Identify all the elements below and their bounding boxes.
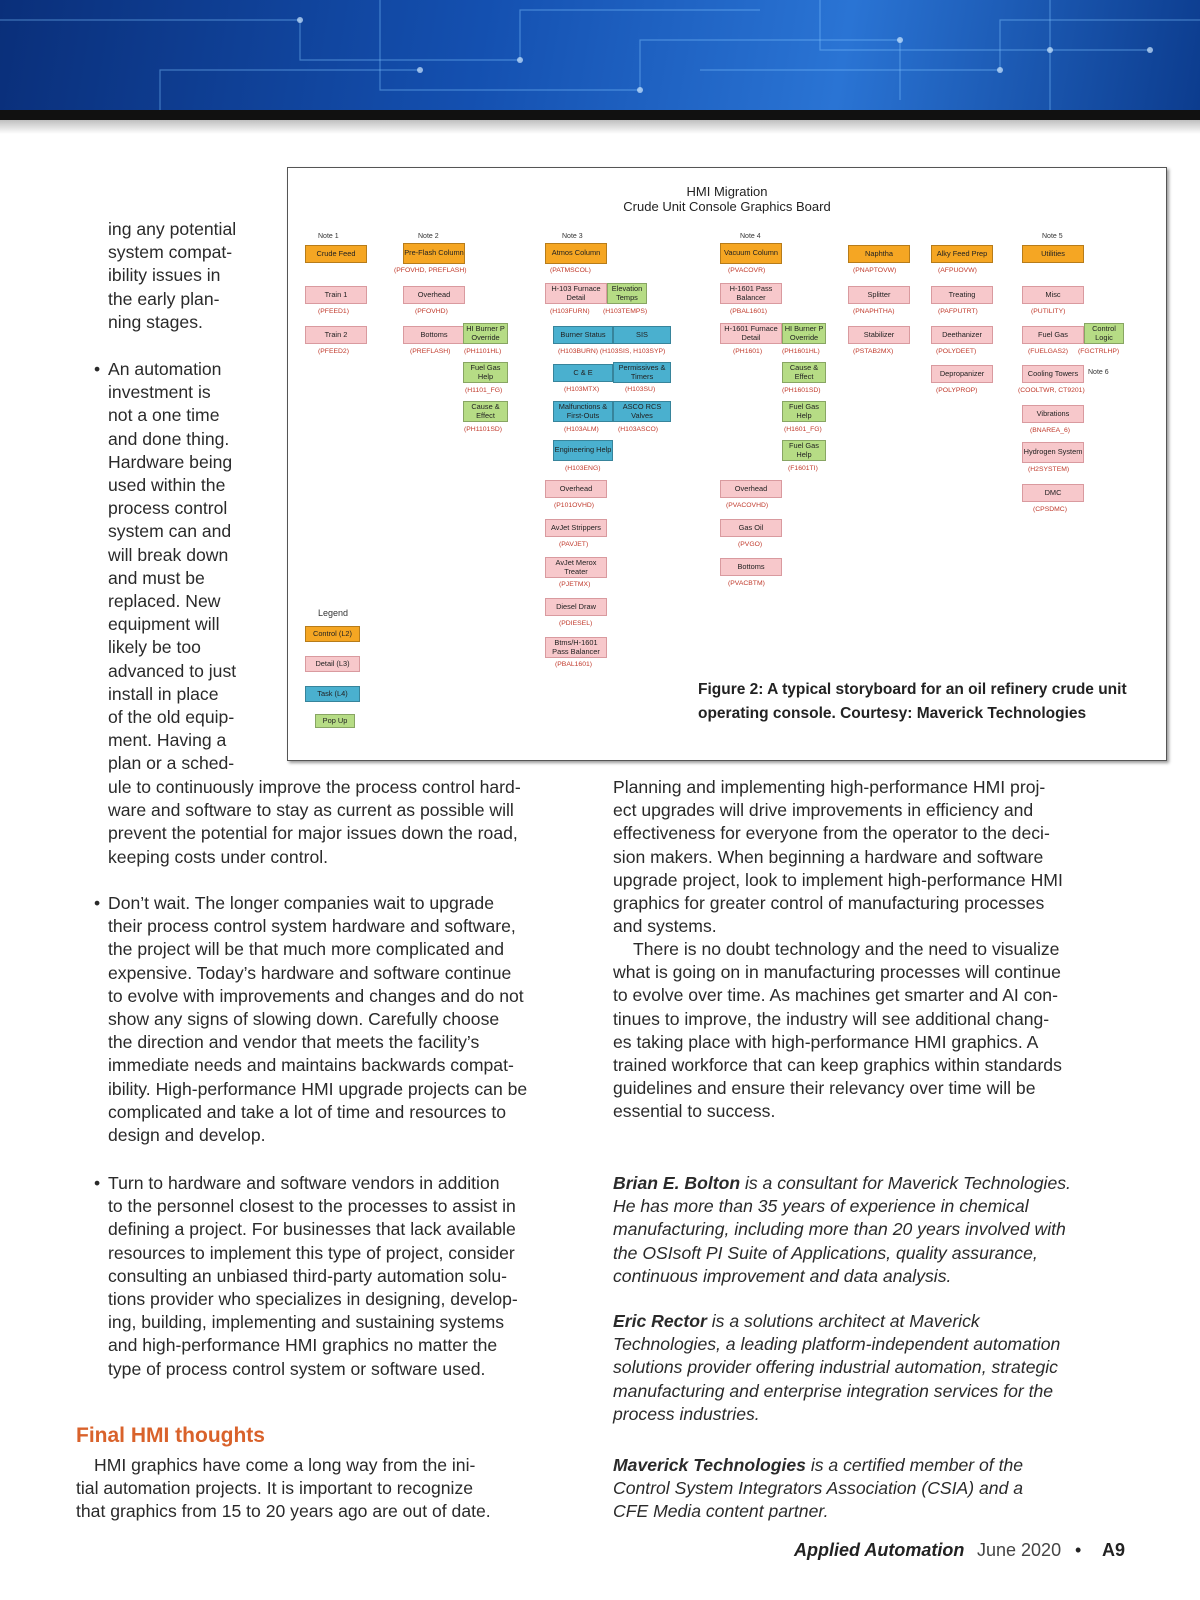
box-naphtha: Naphtha (848, 245, 910, 263)
tag-bnarea: (BNAREA_6) (1030, 427, 1071, 434)
tag-h103temps: (H103TEMPS) (603, 308, 648, 315)
tag-polyprop: (POLYPROP) (936, 387, 978, 394)
box-vibrations: Vibrations (1022, 405, 1084, 423)
footer-date: June 2020 (977, 1540, 1062, 1560)
box-atmos-column: Atmos Column (545, 243, 607, 264)
tag-pnaptovw: (PNAPTOVW) (853, 267, 897, 274)
note-2: Note 2 (418, 233, 439, 240)
note-6: Note 6 (1088, 369, 1109, 376)
legend-detail: Detail (L3) (305, 656, 360, 672)
figure-caption: Figure 2: A typical storyboard for an oil refinery crude unit operating console. Courtesy: Maverick Technologies (698, 681, 1127, 722)
bio-name: Eric Rector (613, 1311, 707, 1331)
tag-fuelgas2: (FUELGAS2) (1028, 348, 1069, 355)
note-1: Note 1 (318, 233, 339, 240)
box-splitter: Splitter (848, 286, 910, 304)
box-sis: SIS (613, 326, 671, 344)
box-stabilizer: Stabilizer (848, 326, 910, 344)
box-control-logic: Control Logic (1084, 323, 1124, 344)
tag-cpsdmc: (CPSDMC) (1033, 506, 1067, 513)
box-fuel-gas-help-1: Fuel Gas Help (463, 362, 508, 383)
right-para-1: Planning and implementing high-performance HMI proj- ect upgrades will drive improvements in efficiency and effectiveness for everyone from the operator to the deci- sion makers. When beginning a hardware and software upgrade project, look to implement high-performance HMI graphics for greater control of manufacturing processes and systems. (613, 777, 1063, 937)
legend-task: Task (L4) (305, 686, 360, 702)
box-c-and-e: C & E (553, 364, 613, 382)
box-pf-overhead: Overhead (403, 286, 465, 304)
tag-pvacbtm: (PVACBTM) (728, 580, 765, 587)
box-fuel-gas-help-2: Fuel Gas Help (782, 401, 826, 422)
tag-pavjet: (PAVJET) (559, 541, 589, 548)
box-train-2: Train 2 (305, 326, 367, 344)
bullet-automation-investment: • An automation investment is not a one time and done thing. Hardware being used within the process control system can and will break down and must be replaced. New equipment will likely be too advanced to just install in place of the old equip- ment. Having a plan or a sched- (94, 359, 237, 774)
box-gas-oil: Gas Oil (720, 519, 782, 537)
box-alky-feed-prep: Alky Feed Prep (931, 245, 993, 263)
box-preflash-column: Pre-Flash Column (403, 243, 465, 264)
note-3: Note 3 (562, 233, 583, 240)
tag-afpuovw: (AFPUOVW) (938, 267, 977, 274)
bio-eric-rector: Eric Rector is a solutions architect at Maverick Technologies, a leading platform-independent automation solutions provider offering industrial automation, strategic manufacturing and enterprise integration services for the process industries. (613, 1311, 1061, 1424)
box-misc: Misc (1022, 286, 1084, 304)
header-banner (0, 0, 1200, 110)
tag-h103burn: (H103BURN) (H103SIS, H103SYP) (558, 348, 666, 355)
storyboard-figure (287, 167, 1167, 761)
tag-h103mtx: (H103MTX) (564, 386, 600, 393)
banner-divider (0, 110, 1200, 120)
tag-pvacovhd: (PVACOVHD) (726, 502, 769, 509)
box-train-1: Train 1 (305, 286, 367, 304)
tag-pfeed1: (PFEED1) (318, 308, 349, 315)
box-fuel-gas: Fuel Gas (1022, 326, 1084, 344)
section-heading-final-hmi: Final HMI thoughts (76, 1424, 265, 1447)
legend-control: Control (L2) (305, 626, 360, 642)
tag-h103asco: (H103ASCO) (618, 426, 659, 433)
final-thoughts-text: HMI graphics have come a long way from the ini- tial automation projects. It is important to recognize that graphics from 15 to 20 years ago are out of date. (76, 1455, 491, 1522)
tag-ph1101sd: (PH1101SD) (464, 426, 503, 433)
tag-pjetmx: (PJETMX) (559, 581, 591, 588)
left-intro-text: ing any potential system compat- ibility issues in the early plan- ning stages. (108, 219, 237, 332)
tag-pdiesel: (PDIESEL) (559, 620, 593, 627)
bio-maverick: Maverick Technologies is a certified member of the Control System Integrators Association (CSIA) and a CFE Media content partner. (613, 1455, 1024, 1522)
box-elevation-temps: Elevation Temps (607, 283, 647, 304)
figure-title-line1: HMI Migration (686, 184, 768, 199)
box-burner-status: Burner Status (553, 326, 613, 344)
bullet-automation-continued: ule to continuously improve the process control hard- ware and software to stay as current as possible will prevent the potential for major issues down the road, keeping costs under control. (108, 777, 521, 867)
bullet-icon: • (94, 359, 101, 379)
box-diesel-draw: Diesel Draw (545, 598, 607, 616)
box-h1601-pass-balancer: H-1601 Pass Balancer (720, 283, 782, 304)
tag-ph1601sd: (PH1601SD) (782, 387, 821, 394)
box-fuel-gas-help-3: Fuel Gas Help (782, 440, 826, 461)
box-vacuum-column: Vacuum Column (720, 243, 782, 264)
box-pf-bottoms: Bottoms (403, 326, 465, 344)
box-engineering-help: Engineering Help (553, 440, 613, 461)
right-para-2: There is no doubt technology and the need to visualize what is going on in manufacturing processes will continue to evolve over time. As machines get smarter and AI con- tinues to improve, the industry will see additional chang- es taking place with high-performance HMI graphics. A trained workforce that can keep graphics within standards guidelines and ensure their relevancy over time will be essential to success. (613, 939, 1062, 1122)
box-crude-feed: Crude Feed (305, 245, 367, 263)
tag-f1601ti: (F1601TI) (788, 465, 818, 472)
tag-pfovhd-preflash: (PFOVHD, PREFLASH) (394, 267, 467, 274)
tag-pbal1601: (PBAL1601) (555, 661, 593, 668)
bullet-vendors: • Turn to hardware and software vendors in addition to the personnel closest to the processes to assist in defining a project. For businesses that lack available resources to implement this type of project, consider consulting an unbiased third-party automation solu- tions provider who specializes in designing, develop- ing, building, implementing and sustaining systems and high-performance HMI graphics no matter the type of process control system or software used. (94, 1173, 518, 1379)
box-avjet-merox: AvJet Merox Treater (545, 557, 607, 578)
footer-publication: Applied Automation (794, 1540, 965, 1560)
box-btms-pass-balancer: Btms/H-1601 Pass Balancer (545, 637, 607, 658)
tag-preflash: (PREFLASH) (410, 348, 451, 355)
bullet-dont-wait: • Don’t wait. The longer companies wait to upgrade their process control system hardware and software, the project will be that much more complicated and expensive. Today’s hardware and software continue to evolve with improvements and changes and do not show any signs of slowing down. Carefully choose the direction and vendor that meets the facility’s immediate needs and maintains backwards compat- ibility. High-performance HMI upgrade projects can be complicated and take a lot of time and resources to design and develop. (94, 893, 528, 1146)
legend-popup: Pop Up (315, 714, 355, 728)
box-hi-burner-2: HI Burner P Override (782, 323, 826, 344)
tag-h103su: (H103SU) (625, 386, 656, 393)
box-atmos-overhead: Overhead (545, 480, 607, 498)
tag-h1601-fg: (H1601_FG) (784, 426, 822, 433)
tag-pbal1601-b: (PBAL1601) (730, 308, 768, 315)
bullet-icon: • (94, 1173, 101, 1193)
tag-h2system: (H2SYSTEM) (1028, 466, 1070, 473)
tag-patmscol: (PATMSCOL) (550, 267, 591, 274)
tag-polydeet: (POLYDEET) (936, 348, 977, 355)
tag-fgctrlhp: (FGCTRLHP) (1078, 348, 1120, 355)
box-cause-effect-1: Cause & Effect (463, 401, 508, 422)
footer-separator: • (1075, 1540, 1082, 1560)
bullet-icon: • (94, 893, 101, 913)
box-deethanizer: Deethanizer (931, 326, 993, 344)
tag-h103furn: (H103FURN) (550, 308, 590, 315)
tag-pstab2mx: (PSTAB2MX) (853, 348, 894, 355)
tag-pvgo: (PVGO) (738, 541, 763, 548)
banner-shadow (0, 120, 1200, 134)
legend-title: Legend (318, 608, 349, 618)
tag-h1101-fg: (H1101_FG) (465, 387, 503, 394)
box-dmc: DMC (1022, 484, 1084, 502)
tag-p101ovhd: (P101OVHD) (554, 502, 595, 509)
tag-h103alm: (H103ALM) (564, 426, 599, 433)
tag-ph1601hl: (PH1601HL) (782, 348, 820, 355)
box-depropanizer: Depropanizer (931, 365, 993, 383)
tag-ph1601: (PH1601) (733, 348, 763, 355)
tag-ph1101hl: (PH1101HL) (464, 348, 502, 355)
figure-title-line2: Crude Unit Console Graphics Board (623, 199, 831, 214)
box-hydrogen-system: Hydrogen System (1022, 442, 1084, 463)
box-malfunctions: Malfunctions & First-Outs (553, 401, 613, 422)
box-vac-overhead: Overhead (720, 480, 782, 498)
tag-pafputrt: (PAFPUTRT) (938, 308, 978, 315)
box-cause-effect-2: Cause & Effect (782, 362, 826, 383)
circuit-banner-graphic (0, 0, 1200, 110)
box-hi-burner-1: HI Burner P Override (463, 323, 508, 344)
box-h1601-furnace: H-1601 Furnace Detail (720, 323, 782, 344)
bio-name: Maverick Technologies (613, 1455, 806, 1475)
box-avjet-strippers: AvJet Strippers (545, 519, 607, 537)
box-vac-bottoms: Bottoms (720, 558, 782, 576)
note-4: Note 4 (740, 233, 761, 240)
bio-name: Brian E. Bolton (613, 1173, 741, 1193)
tag-cooltwr: (COOLTWR, CT9201) (1018, 387, 1085, 394)
tag-pnaphtha: (PNAPHTHA) (853, 308, 895, 315)
tag-putility: (PUTILITY) (1031, 308, 1066, 315)
box-asco-rcs-valves: ASCO RCS Valves (613, 401, 671, 422)
tag-pvacovr: (PVACOVR) (728, 267, 766, 274)
tag-h103eng: (H103ENG) (565, 465, 601, 472)
box-utilities: Utilities (1022, 245, 1084, 263)
footer-page-number: A9 (1102, 1540, 1126, 1560)
box-treating: Treating (931, 286, 993, 304)
box-cooling-towers: Cooling Towers (1022, 365, 1084, 383)
bio-brian-bolton: Brian E. Bolton is a consultant for Maverick Technologies. He has more than 35 years of experience in chemical manufacturing, including more than 20 years involved with the OSIsoft PI Suite of Applications, quality assurance, continuous improvement and data analysis. (613, 1173, 1071, 1286)
box-permissives-timers: Permissives & Timers (613, 362, 671, 383)
note-5: Note 5 (1042, 233, 1063, 240)
tag-pfeed2: (PFEED2) (318, 348, 349, 355)
box-h103-furnace: H-103 Furnace Detail (545, 283, 607, 304)
tag-pfovhd: (PFOVHD) (415, 308, 448, 315)
